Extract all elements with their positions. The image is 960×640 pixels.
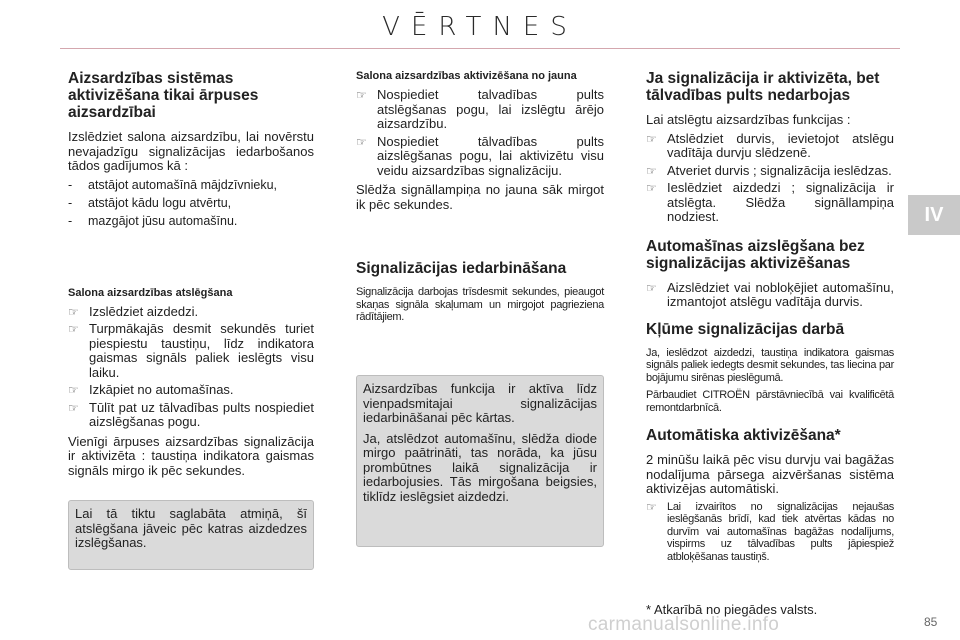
intro-paragraph: Izslēdziet salona aizsardzību, lai novērstu nevajadzīgu signalizācijas iedarbošanos tādos gadījumos kā : [68,129,314,173]
dash-list [68,178,314,228]
pointing-hand-icon: ☞ [68,304,79,319]
instruction-list [356,88,604,178]
list-item: - atstājot automašīnā mājdzīvnieku, [68,177,277,192]
section-heading-lock-without-alarm: Automašīnas aizslēgšana bez signalizācijas aktivizēšanas [646,237,865,272]
pointing-hand-icon: ☞ [356,134,367,149]
section-heading-exterior-protection: Aizsardzības sistēmas aktivizēšana tikai ārpuses aizsardzībai [68,70,259,121]
note-box-protection [356,375,604,547]
list-item: ☞ Nospiediet tālvadības pults aizslēgšanas pogu, lai aktivizētu visu veidu aizsardzības signalizāciju. [356,133,604,178]
pointing-hand-icon: ☞ [646,499,657,514]
section-heading-alarm-fault: Kļūme signalizācijas darbā [646,320,845,338]
list-item: ☞ Tūlīt pat uz tālvadības pults nospiediet aizslēgšanas pogu. [68,399,314,429]
page-number: 85 [924,615,938,629]
list-item: ☞ Lai izvairītos no signalizācijas nejaušas ieslēgšanās brīdī, kad tiek atvērtas kādas no durvīm vai automašīnas bagāžas nodalījums, vispirms uz tālvadības pults jāpiespiež atbloķēšanas taustiņš. [646,499,894,563]
pointing-hand-icon: ☞ [68,322,79,336]
dash-icon: - [68,195,73,210]
pointing-hand-icon: ☞ [646,280,657,295]
pointing-hand-icon: ☞ [646,163,657,178]
list-item: ☞ Izkāpiet no automašīnas. [68,382,234,397]
list-item: ☞ Nospiediet talvadības pults atslēgšanas pogu, lai izslēgtu ārējo aizsardzību. [356,87,604,131]
chapter-tab: IV [908,195,960,235]
paragraph: Lai atslēgtu aizsardzības funkcijas : [646,112,851,127]
page-title: VĒRTNES [382,12,578,42]
closing-paragraph: Slēdža signāllampiņa no jauna sāk mirgot ik pēc sekundes. [356,182,604,212]
pointing-hand-icon: ☞ [646,181,657,195]
dash-icon: - [68,177,73,192]
fault-description: Ja, ieslēdzot aizdedzi, taustiņa indikatora gaismas signāls paliek iedegts desmit sekundes, tas liecina par bojājumu sirēnas pieslēgumā. [646,346,894,384]
section-heading-remote-failure: Ja signalizācija ir aktivizēta, bet tālvadības pults nedarbojas [646,70,880,104]
sub-heading-interior-reactivation: Salona aizsardzības aktivizēšana no jauna [356,70,577,82]
title-divider [60,48,900,49]
column-left [68,70,314,482]
instruction-list [646,132,894,225]
list-item: - atstājot kādu logu atvērtu, [68,195,232,210]
footnote: * Atkarībā no piegādes valsts. [646,602,818,617]
note-text: Ja, atslēdzot automašīnu, slēdža diode mirgo paātrināti, tas norāda, ka jūsu prombūtnes laikā signalizācija ir iedarbojusies. Tās mirgošana beigsies, tiklīdz ieslēgsiet aizdedzi. [363,430,597,504]
pointing-hand-icon: ☞ [68,400,79,415]
list-item: ☞ Atslēdziet durvis, ievietojot atslēgu vadītāja durvju slēdzenē. [646,130,894,160]
list-item: ☞ Turpmākajās desmit sekundēs turiet piespiestu taustiņu, līdz indikatora gaismas signāls paliek ieslēgts visu laiku. [68,321,314,380]
list-item: ☞ Izslēdziet aizdedzi. [68,303,199,319]
column-middle [356,70,604,329]
sub-heading-interior-deactivation: Salona aizsardzības atslēgšana [68,286,233,299]
alarm-description: Signalizācija darbojas trīsdesmit sekundes, pieaugot skaņas signāla skaļumam un mirgojot pagrieziena rādītājiem. [356,286,604,323]
dash-icon: - [68,213,73,228]
pointing-hand-icon: ☞ [356,88,367,102]
column-right [646,70,894,568]
note-text: Lai tā tiktu saglabāta atmiņā, šī atslēgšana jāveic pēc katras aizdedzes izslēgšanas. [75,506,307,550]
section-heading-automatic-activation: Automātiska aktivizēšana* [646,427,841,444]
note-text: Aizsardzības funkcija ir aktīva līdz vienpadsmitajai signalizācijas iedarbināšanai pēc kārtas. [363,381,597,425]
list-item: - mazgājot jūsu automašīnu. [68,213,238,228]
fault-advice: Pārbaudiet CITROËN pārstāvniecībā vai kvalificētā remontdarbnīcā. [646,389,894,414]
instruction-list [68,305,314,430]
list-item: ☞ Atveriet durvis ; signalizācija ieslēdzas. [646,162,892,178]
instruction-list [646,281,894,310]
paragraph: 2 minūšu laikā pēc visu durvju vai bagāžas nodalījuma pārsega aizvēršanas sistēma aktivizējas automātiski. [646,452,894,496]
instruction-list [646,501,894,564]
pointing-hand-icon: ☞ [646,131,657,146]
list-item: ☞ Ieslēdziet aizdedzi ; signalizācija ir atslēgta. Slēdža signāllampiņa nodziest. [646,180,894,224]
watermark: carmanualsonline.info [588,614,780,635]
closing-paragraph: Vienīgi ārpuses aizsardzības signalizācija ir aktivizēta : taustiņa indikatora gaismas signāls mirgo ik pēc sekundes. [68,433,314,478]
section-heading-alarm-trigger: Signalizācijas iedarbināšana [356,260,567,277]
list-item: ☞ Aizslēdziet vai nobloķējiet automašīnu, izmantojot atslēgu vadītāja durvis. [646,279,894,309]
note-box-memory [68,500,314,570]
pointing-hand-icon: ☞ [68,383,79,397]
